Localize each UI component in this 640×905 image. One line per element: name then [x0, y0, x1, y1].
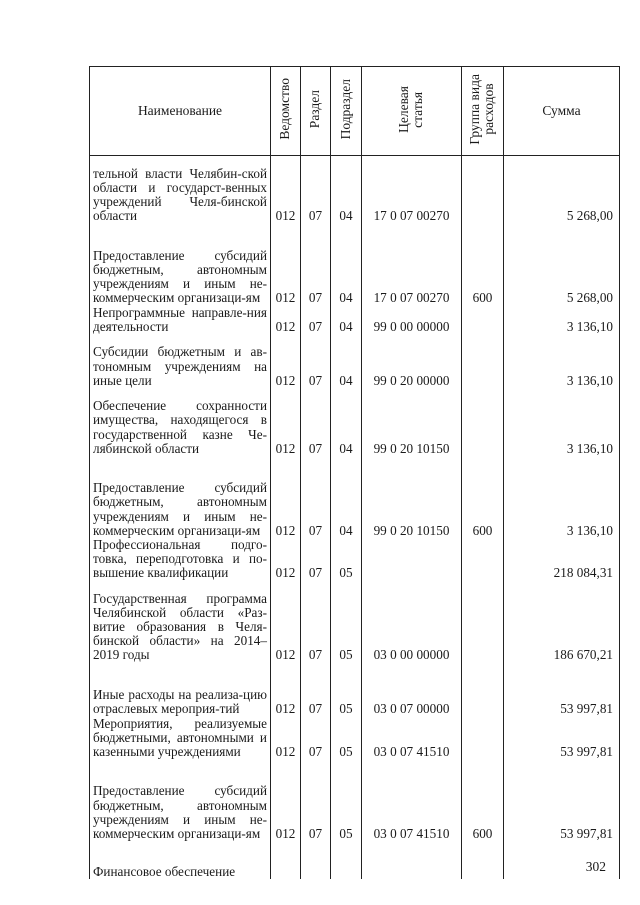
- table-row: [90, 306, 620, 334]
- cell-celevaya-statya: 99 0 20 10150: [362, 456, 462, 538]
- table-row: [90, 456, 620, 538]
- cell-podrazdel: 05: [331, 717, 362, 760]
- cell-razdel: 07: [301, 156, 331, 224]
- cell-name: тельной власти Челябин-ской области и государст-венных учреждений Челя-бинской области: [90, 156, 271, 224]
- header-gruppa-vida-rashodov: [462, 67, 504, 156]
- cell-vedomstvo: 012: [271, 334, 301, 388]
- cell-podrazdel: 05: [331, 538, 362, 581]
- cell-razdel: 07: [301, 717, 331, 760]
- header-razdel: Раздел: [301, 67, 331, 156]
- cell-vedomstvo: 012: [271, 224, 301, 306]
- cell-gruppa-vida-rashodov: 600: [462, 456, 504, 538]
- cell-razdel: 07: [301, 581, 331, 663]
- table-row: [90, 663, 620, 717]
- cell-celevaya-statya: 03 0 07 00000: [362, 663, 462, 717]
- cell-vedomstvo: 012: [271, 759, 301, 841]
- cell-gruppa-vida-rashodov: 600: [462, 759, 504, 841]
- cell-razdel: 07: [301, 538, 331, 581]
- cell-podrazdel: 04: [331, 388, 362, 456]
- table-row: [90, 759, 620, 841]
- table-row: [90, 334, 620, 388]
- header-summa: Сумма: [504, 67, 620, 156]
- cell-name: Профессиональная подго-товка, переподготовка и по-вышение квалификации: [90, 538, 271, 581]
- cell-celevaya-statya: 17 0 07 00270: [362, 224, 462, 306]
- cell-gruppa-vida-rashodov: [462, 717, 504, 760]
- table-row: [90, 224, 620, 306]
- header-celevaya-line2: статья: [410, 91, 426, 127]
- cell-name: Субсидии бюджетным и ав-тономным учреждениям на иные цели: [90, 334, 271, 388]
- cell-vedomstvo: 012: [271, 717, 301, 760]
- cell-summa: 3 136,10: [504, 388, 620, 456]
- cell-vedomstvo: 012: [271, 388, 301, 456]
- cell-gruppa-vida-rashodov: [462, 334, 504, 388]
- header-vedomstvo: Ведомство: [271, 67, 301, 156]
- cell-gruppa-vida-rashodov: 600: [462, 224, 504, 306]
- cell-celevaya-statya: [362, 841, 462, 879]
- cell-summa: 53 997,81: [504, 759, 620, 841]
- cell-gruppa-vida-rashodov: [462, 841, 504, 879]
- cell-razdel: 07: [301, 334, 331, 388]
- cell-vedomstvo: 012: [271, 456, 301, 538]
- cell-vedomstvo: 012: [271, 156, 301, 224]
- cell-summa: 186 670,21: [504, 581, 620, 663]
- cell-celevaya-statya: 17 0 07 00270: [362, 156, 462, 224]
- cell-razdel: [301, 841, 331, 879]
- page-number: 302: [585, 859, 606, 874]
- cell-summa: 3 136,10: [504, 306, 620, 334]
- cell-name: Предоставление субсидий бюджетным, автономным учреждениям и иным не-коммерческим организаци-ям: [90, 759, 271, 841]
- cell-podrazdel: 04: [331, 456, 362, 538]
- header-gruppa-line2: расходов: [481, 83, 497, 135]
- cell-podrazdel: 05: [331, 581, 362, 663]
- cell-celevaya-statya: 99 0 20 00000: [362, 334, 462, 388]
- cell-razdel: 07: [301, 663, 331, 717]
- header-celevaya-statya: [362, 67, 462, 156]
- cell-summa: 5 268,00: [504, 224, 620, 306]
- cell-razdel: 07: [301, 224, 331, 306]
- cell-gruppa-vida-rashodov: [462, 581, 504, 663]
- cell-podrazdel: 05: [331, 759, 362, 841]
- table-row: [90, 538, 620, 581]
- cell-name: Предоставление субсидий бюджетным, автономным учреждениям и иным не-коммерческим организаци-ям: [90, 224, 271, 306]
- cell-gruppa-vida-rashodov: [462, 388, 504, 456]
- cell-razdel: 07: [301, 456, 331, 538]
- cell-vedomstvo: 012: [271, 581, 301, 663]
- cell-razdel: 07: [301, 388, 331, 456]
- cell-celevaya-statya: [362, 538, 462, 581]
- cell-razdel: 07: [301, 759, 331, 841]
- cell-celevaya-statya: 99 0 20 10150: [362, 388, 462, 456]
- cell-name: Государственная программа Челябинской области «Раз-витие образования в Челя-бинской области» на 2014–2019 годы: [90, 581, 271, 663]
- cell-gruppa-vida-rashodov: [462, 663, 504, 717]
- cell-gruppa-vida-rashodov: [462, 538, 504, 581]
- table-row: [90, 717, 620, 760]
- cell-podrazdel: 04: [331, 224, 362, 306]
- table-row: [90, 581, 620, 663]
- header-celevaya-line1: Целевая: [396, 85, 412, 133]
- cell-celevaya-statya: 03 0 07 41510: [362, 717, 462, 760]
- cell-podrazdel: 04: [331, 306, 362, 334]
- cell-summa: 5 268,00: [504, 156, 620, 224]
- table-row: [90, 841, 620, 879]
- cell-razdel: 07: [301, 306, 331, 334]
- cell-name: Непрограммные направле-ния деятельности: [90, 306, 271, 334]
- cell-vedomstvo: 012: [271, 538, 301, 581]
- table-row: [90, 156, 620, 224]
- cell-summa: 218 084,31: [504, 538, 620, 581]
- cell-summa: 53 997,81: [504, 717, 620, 760]
- cell-vedomstvo: [271, 841, 301, 879]
- cell-summa: 3 136,10: [504, 456, 620, 538]
- table-row: [90, 388, 620, 456]
- cell-podrazdel: 04: [331, 334, 362, 388]
- header-podrazdel: Подраздел: [331, 67, 362, 156]
- cell-name: Иные расходы на реализа-цию отраслевых мероприя-тий: [90, 663, 271, 717]
- cell-summa: 53 997,81: [504, 663, 620, 717]
- cell-celevaya-statya: 03 0 07 41510: [362, 759, 462, 841]
- cell-name: Обеспечение сохранности имущества, находящегося в государственной казне Че-лябинской области: [90, 388, 271, 456]
- cell-podrazdel: 04: [331, 156, 362, 224]
- budget-table: [89, 66, 620, 879]
- cell-gruppa-vida-rashodov: [462, 156, 504, 224]
- table-body: [90, 156, 620, 880]
- budget-table-container: [89, 66, 619, 879]
- cell-summa: 3 136,10: [504, 334, 620, 388]
- cell-celevaya-statya: 03 0 00 00000: [362, 581, 462, 663]
- cell-podrazdel: [331, 841, 362, 879]
- cell-vedomstvo: 012: [271, 306, 301, 334]
- cell-gruppa-vida-rashodov: [462, 306, 504, 334]
- table-header: [90, 67, 620, 156]
- cell-name: Финансовое обеспечение: [90, 841, 271, 879]
- cell-name: Мероприятия, реализуемые бюджетными, автономными и казенными учреждениями: [90, 717, 271, 760]
- cell-podrazdel: 05: [331, 663, 362, 717]
- cell-name: Предоставление субсидий бюджетным, автономным учреждениям и иным не-коммерческим организаци-ям: [90, 456, 271, 538]
- header-gruppa-line1: Группа вида: [467, 73, 483, 145]
- header-name: Наименование: [90, 67, 271, 156]
- cell-vedomstvo: 012: [271, 663, 301, 717]
- cell-celevaya-statya: 99 0 00 00000: [362, 306, 462, 334]
